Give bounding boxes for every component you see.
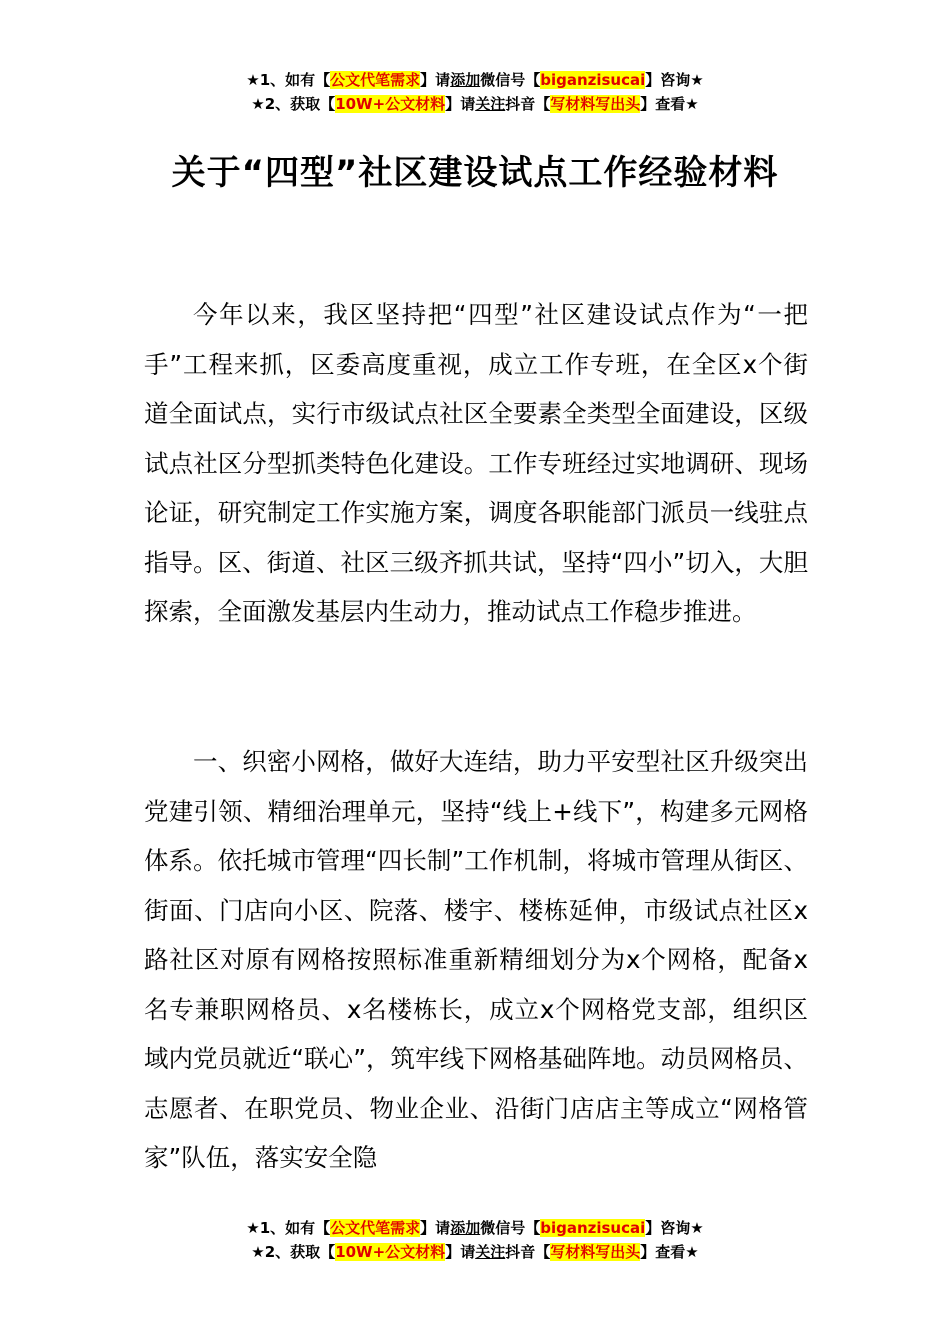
promo-line-1 [0, 1216, 950, 1240]
promo-highlight: biganzisucai [540, 1219, 646, 1237]
promo-highlight: 写材料写出头 [550, 1243, 641, 1261]
promo-line-2 [0, 92, 950, 116]
promo-line-2 [0, 1240, 950, 1264]
promo-text: 】请 [420, 1219, 451, 1237]
promo-text: 】查看★ [640, 1243, 699, 1261]
promo-text: ★2、获取【 [251, 95, 336, 113]
header-promo-banner [0, 68, 950, 116]
promo-highlight: 公文代笔需求 [330, 1219, 421, 1237]
promo-text: 抖音【 [505, 95, 551, 113]
promo-text: 微信号【 [480, 71, 541, 89]
footer-promo-banner [0, 1216, 950, 1264]
promo-highlight: 10W+公文材料 [335, 1243, 446, 1261]
promo-emphasis: 关注 [475, 1243, 506, 1261]
promo-emphasis: 添加 [450, 71, 481, 89]
promo-line-1 [0, 68, 950, 92]
promo-highlight: biganzisucai [540, 71, 646, 89]
promo-text: 】查看★ [640, 95, 699, 113]
promo-text: 】请 [445, 1243, 476, 1261]
promo-text: 抖音【 [505, 1243, 551, 1261]
body-paragraph-section-1: 一、织密小网格，做好大连结，助力平安型社区升级突出党建引领、精细治理单元，坚持“线上+线下”，构建多元网格体系。依托城市管理“四长制”工作机制，将城市管理从街区、街面、门店向小区、院落、楼宇、楼栋延伸，市级试点社区x路社区对原有网格按照标准重新精细划分为x个网格，配备x名专兼职网格员、x名楼栋长，成立x个网格党支部，组织区域内党员就近“联心”，筑牢线下网格基础阵地。动员网格员、志愿者、在职党员、物业企业、沿街门店店主等成立“网格管家”队伍，落实安全隐 [144, 747, 808, 1172]
promo-text: 】请 [420, 71, 451, 89]
promo-text: 】咨询★ [645, 71, 704, 89]
promo-text: ★1、如有【 [246, 71, 331, 89]
body-paragraph-intro: 今年以来，我区坚持把“四型”社区建设试点作为“一把手”工程来抓，区委高度重视，成立工作专班，在全区x个街道全面试点，实行市级试点社区全要素全类型全面建设，区级试点社区分型抓类特色化建设。工作专班经过实地调研、现场论证，研究制定工作实施方案，调度各职能部门派员一线驻点指导。区、街道、社区三级齐抓共试，坚持“四小”切入，大胆探索，全面激发基层内生动力，推动试点工作稳步推进。 [144, 300, 808, 626]
promo-text: 】请 [445, 95, 476, 113]
document-title: 关于“四型”社区建设试点工作经验材料 [171, 153, 779, 193]
promo-highlight: 10W+公文材料 [335, 95, 446, 113]
promo-highlight: 写材料写出头 [550, 95, 641, 113]
promo-text: 】咨询★ [645, 1219, 704, 1237]
promo-text: 微信号【 [480, 1219, 541, 1237]
promo-text: ★2、获取【 [251, 1243, 336, 1261]
promo-emphasis: 关注 [475, 95, 506, 113]
promo-text: ★1、如有【 [246, 1219, 331, 1237]
promo-emphasis: 添加 [450, 1219, 481, 1237]
promo-highlight: 公文代笔需求 [330, 71, 421, 89]
